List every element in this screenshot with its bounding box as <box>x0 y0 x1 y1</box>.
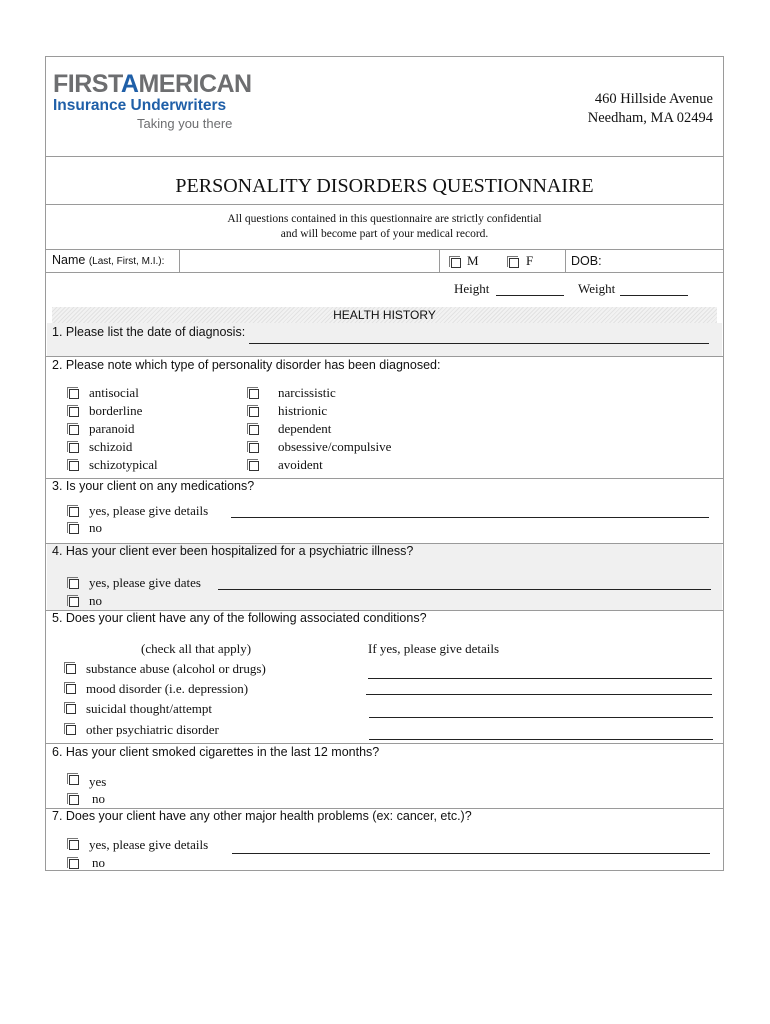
q3-yes-checkbox[interactable] <box>69 507 79 517</box>
q3-details-field[interactable] <box>231 517 709 518</box>
logo-subtitle: Insurance Underwriters <box>53 97 227 114</box>
condition-suicidal-checkbox[interactable] <box>66 704 76 714</box>
condition-substance-abuse-checkbox[interactable] <box>66 664 76 674</box>
option-histrionic-checkbox[interactable] <box>249 407 259 417</box>
condition-substance-abuse-details[interactable] <box>368 678 712 679</box>
page-title: PERSONALITY DISORDERS QUESTIONNAIRE <box>175 175 594 197</box>
confidential-line-2: and will become part of your medical record. <box>280 228 489 240</box>
q7-yes-checkbox[interactable] <box>69 840 79 850</box>
option-avoident-checkbox[interactable] <box>249 461 259 471</box>
name-hint: (Last, First, M.I.): <box>88 256 165 267</box>
q3-no-label: no <box>89 520 102 535</box>
option-histrionic: histrionic <box>278 403 328 418</box>
health-history-header: HEALTH HISTORY <box>333 308 436 322</box>
weight-label: Weight <box>578 281 616 296</box>
address-line-1: 460 Hillside Avenue <box>594 91 713 107</box>
q6-no-checkbox[interactable] <box>69 795 79 805</box>
sex-f-label: F <box>526 253 534 268</box>
option-schizotypical: schizotypical <box>89 457 158 472</box>
logo-a-mark: A <box>120 70 139 98</box>
name-label: Name (Last, First, M.I.): <box>52 253 165 267</box>
q5-details-label: If yes, please give details <box>368 641 500 656</box>
condition-mood-disorder: mood disorder (i.e. depression) <box>86 681 249 696</box>
q1-answer-field[interactable] <box>249 343 709 344</box>
q7-no-label: no <box>92 855 105 870</box>
q3-text: 3. Is your client on any medications? <box>52 479 255 493</box>
option-dependent: dependent <box>278 421 332 436</box>
option-schizoid: schizoid <box>89 439 133 454</box>
company-logo <box>53 71 252 132</box>
q6-text: 6. Has your client smoked cigarettes in the last 12 months? <box>52 745 380 759</box>
sex-m-checkbox[interactable] <box>451 258 461 268</box>
q6-yes-checkbox[interactable] <box>69 775 79 785</box>
q4-yes-checkbox[interactable] <box>69 579 79 589</box>
condition-other-checkbox[interactable] <box>66 725 76 735</box>
option-schizoid-checkbox[interactable] <box>69 443 79 453</box>
company-address <box>588 90 713 128</box>
condition-other-details[interactable] <box>369 739 713 740</box>
option-schizotypical-checkbox[interactable] <box>69 461 79 471</box>
height-field[interactable] <box>496 295 564 296</box>
option-obsessive-compulsive: obsessive/compulsive <box>278 439 392 454</box>
name-input[interactable] <box>179 250 181 272</box>
q4-yes-label: yes, please give dates <box>89 575 201 590</box>
q5-text: 5. Does your client have any of the following associated conditions? <box>52 611 427 625</box>
sex-f-checkbox[interactable] <box>509 258 519 268</box>
height-label: Height <box>454 281 490 296</box>
condition-substance-abuse: substance abuse (alcohol or drugs) <box>86 661 266 676</box>
q4-no-label: no <box>89 593 102 608</box>
q7-text: 7. Does your client have any other major health problems (ex: cancer, etc.)? <box>52 809 472 823</box>
option-paranoid: paranoid <box>89 421 135 436</box>
option-narcissistic-checkbox[interactable] <box>249 389 259 399</box>
q7-no-checkbox[interactable] <box>69 859 79 869</box>
q5-check-all-note: (check all that apply) <box>141 641 252 656</box>
address-line-2: Needham, MA 02494 <box>587 110 713 126</box>
q4-text: 4. Has your client ever been hospitalized for a psychiatric illness? <box>52 544 414 558</box>
q1-text: 1. Please list the date of diagnosis: <box>52 325 246 339</box>
q4-no-checkbox[interactable] <box>69 597 79 607</box>
questionnaire-form <box>45 56 724 871</box>
q7-details-field[interactable] <box>232 853 710 854</box>
option-obsessive-compulsive-checkbox[interactable] <box>249 443 259 453</box>
condition-suicidal-details[interactable] <box>369 717 713 718</box>
confidential-line-1: All questions contained in this questionnaire are strictly confidential <box>227 213 542 225</box>
option-borderline-checkbox[interactable] <box>69 407 79 417</box>
option-dependent-checkbox[interactable] <box>249 425 259 435</box>
condition-other: other psychiatric disorder <box>86 722 219 737</box>
option-borderline: borderline <box>89 403 143 418</box>
q2-text: 2. Please note which type of personality disorder has been diagnosed: <box>52 358 441 372</box>
q3-no-checkbox[interactable] <box>69 524 79 534</box>
sex-m-label: M <box>467 253 479 268</box>
confidential-notice <box>46 212 723 242</box>
condition-mood-disorder-details[interactable] <box>366 694 712 695</box>
logo-merican: MERICAN <box>138 70 252 98</box>
q3-yes-label: yes, please give details <box>89 503 209 518</box>
option-antisocial: antisocial <box>89 385 139 400</box>
logo-first: FIRST <box>53 70 121 98</box>
q4-dates-field[interactable] <box>218 589 711 590</box>
weight-field[interactable] <box>620 295 688 296</box>
option-narcissistic: narcissistic <box>278 385 336 400</box>
option-paranoid-checkbox[interactable] <box>69 425 79 435</box>
option-avoident: avoident <box>278 457 323 472</box>
q6-no-label: no <box>92 791 105 806</box>
logo-tagline: Taking you there <box>137 116 233 131</box>
option-antisocial-checkbox[interactable] <box>69 389 79 399</box>
condition-mood-disorder-checkbox[interactable] <box>66 684 76 694</box>
dob-label: DOB: <box>571 254 602 268</box>
q6-yes-label: yes <box>89 774 107 789</box>
q7-yes-label: yes, please give details <box>89 837 209 852</box>
condition-suicidal: suicidal thought/attempt <box>86 701 213 716</box>
